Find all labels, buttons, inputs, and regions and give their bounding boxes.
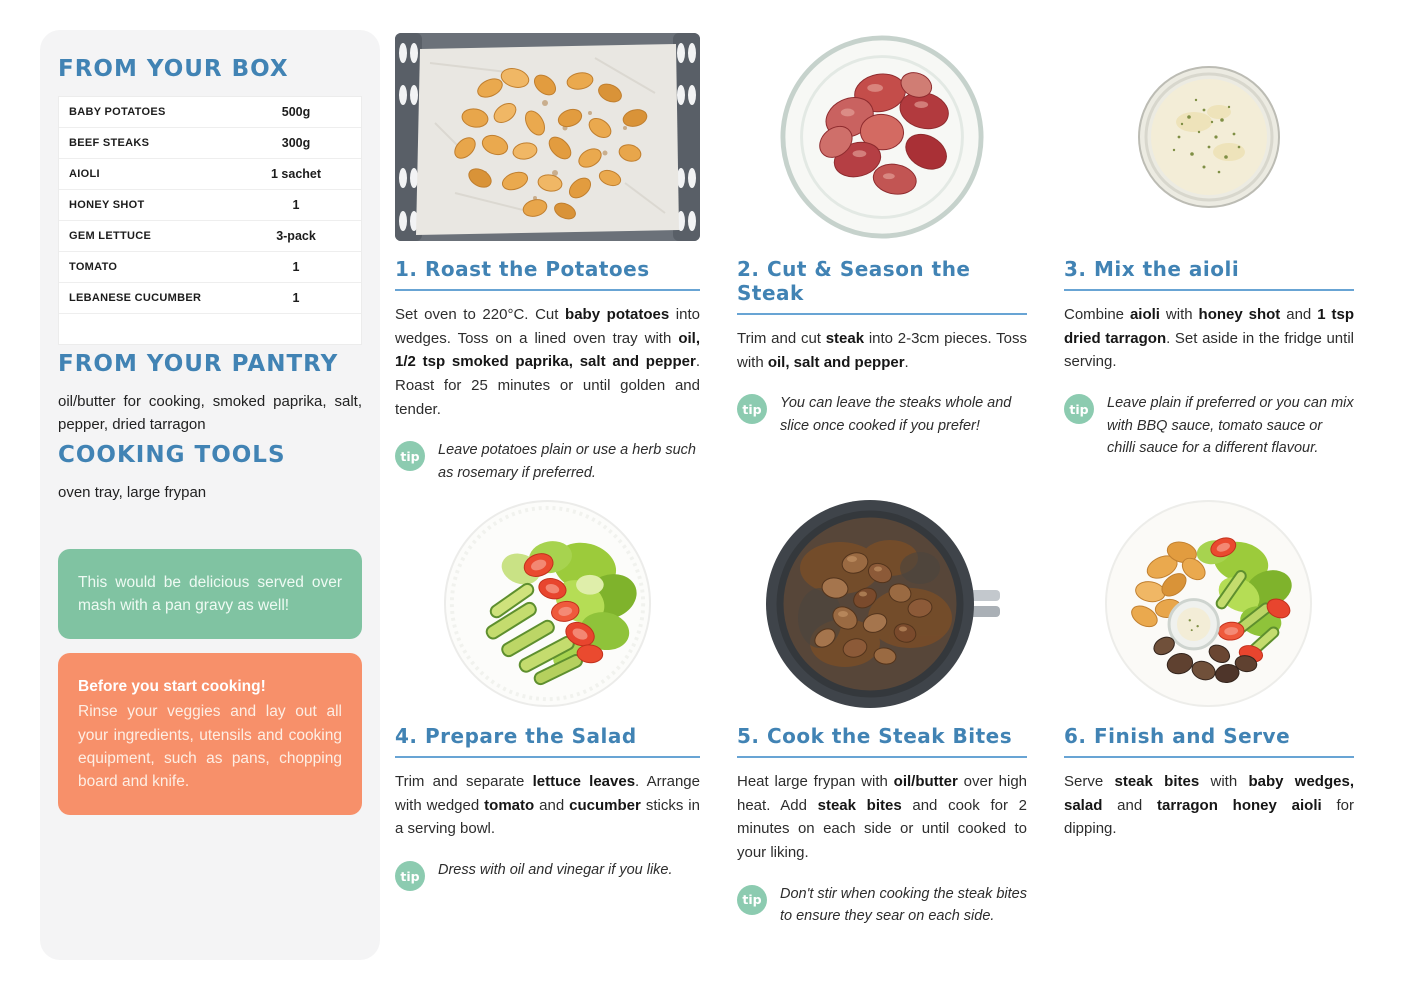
ingredient-name: BABY POTATOES	[69, 106, 166, 118]
serving-suggestion-text: This would be delicious served over mash with a pan gravy as well!	[78, 573, 342, 614]
step-3-tip	[1064, 392, 1354, 459]
step-2-tip-text: You can leave the steaks whole and slice once cooked if you prefer!	[780, 395, 1012, 434]
table-row-empty	[59, 314, 361, 344]
serving-suggestion-note	[58, 549, 362, 640]
step-1	[395, 33, 700, 500]
step-2	[737, 33, 1027, 500]
steps-grid	[395, 33, 1353, 928]
ingredient-name: AIOLI	[69, 168, 100, 180]
photo-finished-dish	[1064, 500, 1354, 708]
step-1-body: Set oven to 220°C. Cut baby potatoes into wedges. Toss on a lined oven tray with oil, 1/2 tsp smoked paprika, salt and pepper. Roast for 25 minutes or until golden and tender.	[395, 306, 700, 418]
table-row	[59, 221, 361, 252]
photo-roast-potatoes-tray	[395, 33, 700, 241]
ingredient-qty: 1 sachet	[270, 167, 322, 181]
photo-frypan-steak-bites	[737, 500, 1027, 708]
from-your-pantry-title: FROM YOUR PANTRY	[58, 351, 339, 377]
table-row	[59, 159, 361, 190]
sidebar	[40, 30, 380, 960]
table-row	[59, 252, 361, 283]
tip-icon: tip	[737, 394, 767, 424]
step-5-body: Heat large frypan with oil/butter over high heat. Add steak bites and cook for 2 minutes on each side or until cooked to your liking.	[737, 773, 1028, 862]
ingredient-qty: 3-pack	[276, 229, 316, 243]
ingredient-name: HONEY SHOT	[69, 199, 145, 211]
photo-aioli-bowl	[1064, 33, 1354, 241]
ingredient-qty: 1	[292, 198, 300, 212]
step-1-tip	[395, 439, 700, 484]
step-4-body: Trim and separate lettuce leaves. Arrange with wedged tomato and cucumber sticks in a serving bowl.	[395, 773, 700, 838]
before-cooking-note	[58, 653, 362, 815]
photo-salad-plate	[395, 500, 700, 708]
step-4-tip-text: Dress with oil and vinegar if you like.	[438, 862, 673, 879]
step-3-body: Combine aioli with honey shot and 1 tsp dried tarragon. Set aside in the fridge until serving.	[1064, 306, 1354, 371]
step-1-tip-text: Leave potatoes plain or use a herb such as rosemary if preferred.	[438, 442, 696, 481]
tip-icon: tip	[737, 885, 767, 915]
ingredient-name: LEBANESE CUCUMBER	[69, 292, 202, 304]
ingredient-qty: 300g	[281, 136, 311, 150]
step-4-heading: 4. Prepare the Salad	[395, 724, 700, 758]
ingredient-name: TOMATO	[69, 261, 118, 273]
step-2-body: Trim and cut steak into 2-3cm pieces. Toss with oil, salt and pepper.	[737, 330, 1028, 371]
step-6	[1064, 500, 1354, 928]
table-row	[59, 190, 361, 221]
step-6-body: Serve steak bites with baby wedges, salad and tarragon honey aioli for dipping.	[1064, 773, 1354, 838]
step-6-heading: 6. Finish and Serve	[1064, 724, 1354, 758]
tip-icon: tip	[1064, 394, 1094, 424]
pantry-text: oil/butter for cooking, smoked paprika, salt, pepper, dried tarragon	[58, 393, 362, 433]
table-row	[59, 97, 361, 128]
ingredients-table	[58, 96, 362, 345]
tip-icon: tip	[395, 861, 425, 891]
step-1-heading: 1. Roast the Potatoes	[395, 257, 700, 291]
step-3-heading: 3. Mix the aioli	[1064, 257, 1354, 291]
before-cooking-text: Rinse your veggies and lay out all your ingredients, utensils and cooking equipment, such as pans, chopping board and knife.	[78, 703, 342, 790]
step-3	[1064, 33, 1354, 500]
ingredient-qty: 500g	[281, 105, 311, 119]
step-2-heading: 2. Cut & Season the Steak	[737, 257, 1027, 315]
step-3-tip-text: Leave plain if preferred or you can mix with BBQ sauce, tomato sauce or chilli sauce for a different flavour.	[1107, 395, 1354, 456]
table-row	[59, 283, 361, 314]
step-4-tip	[395, 859, 700, 891]
ingredient-qty: 1	[292, 291, 300, 305]
cooking-tools-title: COOKING TOOLS	[58, 442, 286, 468]
photo-raw-steak-plate	[737, 33, 1027, 241]
step-5-heading: 5. Cook the Steak Bites	[737, 724, 1027, 758]
ingredient-name: BEEF STEAKS	[69, 137, 150, 149]
step-2-tip	[737, 392, 1027, 437]
ingredient-qty: 1	[292, 260, 300, 274]
step-4	[395, 500, 700, 928]
step-5-tip	[737, 883, 1027, 928]
tools-text: oven tray, large frypan	[58, 484, 207, 501]
ingredient-name: GEM LETTUCE	[69, 230, 152, 242]
tip-icon: tip	[395, 441, 425, 471]
step-5	[737, 500, 1027, 928]
table-row	[59, 128, 361, 159]
step-5-tip-text: Don't stir when cooking the steak bites to ensure they sear on each side.	[780, 885, 1027, 925]
from-your-box-title: FROM YOUR BOX	[58, 56, 289, 82]
before-cooking-title: Before you start cooking!	[78, 678, 266, 695]
